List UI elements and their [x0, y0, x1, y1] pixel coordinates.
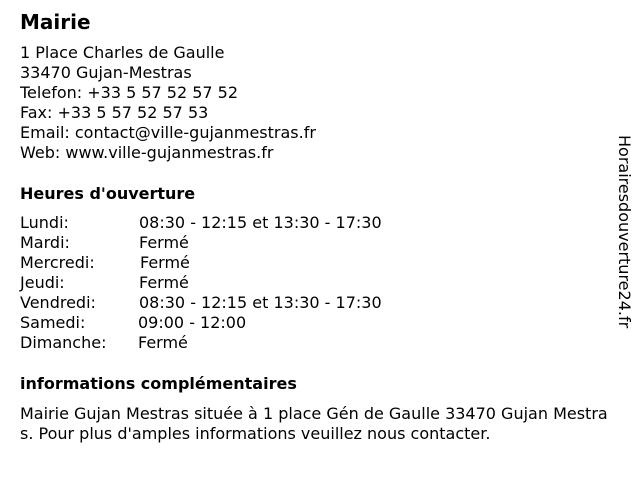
- day-label: Jeudi:: [20, 273, 65, 292]
- time-value: Fermé: [140, 253, 190, 272]
- email-address: Email: contact@ville-gujanmestras.fr: [20, 123, 316, 142]
- fax-number: Fax: +33 5 57 52 57 53: [20, 103, 209, 122]
- time-value: Fermé: [138, 333, 188, 352]
- hours-heading: Heures d'ouverture: [20, 184, 196, 203]
- time-value: 08:30 - 12:15 et 13:30 - 17:30: [139, 293, 382, 312]
- day-label: Mardi:: [20, 233, 70, 252]
- day-label: Lundi:: [20, 213, 69, 232]
- time-value: 08:30 - 12:15 et 13:30 - 17:30: [139, 213, 382, 232]
- day-label: Vendredi:: [20, 293, 96, 312]
- info-heading: informations complémentaires: [20, 374, 297, 393]
- city-postal: 33470 Gujan-Mestras: [20, 63, 192, 82]
- page-title: Mairie: [20, 10, 91, 34]
- info-paragraph: Mairie Gujan Mestras située à 1 place Gén de Gaulle 33470 Gujan Mestras. Pour plus d'amples informations veuillez nous contacter.: [20, 404, 608, 443]
- day-label: Mercredi:: [20, 253, 95, 272]
- website: Web: www.ville-gujanmestras.fr: [20, 143, 274, 162]
- day-label: Dimanche:: [20, 333, 107, 352]
- time-value: Fermé: [139, 273, 189, 292]
- brand-vertical-text: Horairesdouverture24.fr: [615, 135, 634, 329]
- phone-number: Telefon: +33 5 57 52 57 52: [20, 83, 239, 102]
- street-address: 1 Place Charles de Gaulle: [20, 43, 225, 62]
- time-value: Fermé: [139, 233, 189, 252]
- address-block: [20, 43, 316, 163]
- day-label: Samedi:: [20, 313, 86, 332]
- time-value: 09:00 - 12:00: [138, 313, 247, 332]
